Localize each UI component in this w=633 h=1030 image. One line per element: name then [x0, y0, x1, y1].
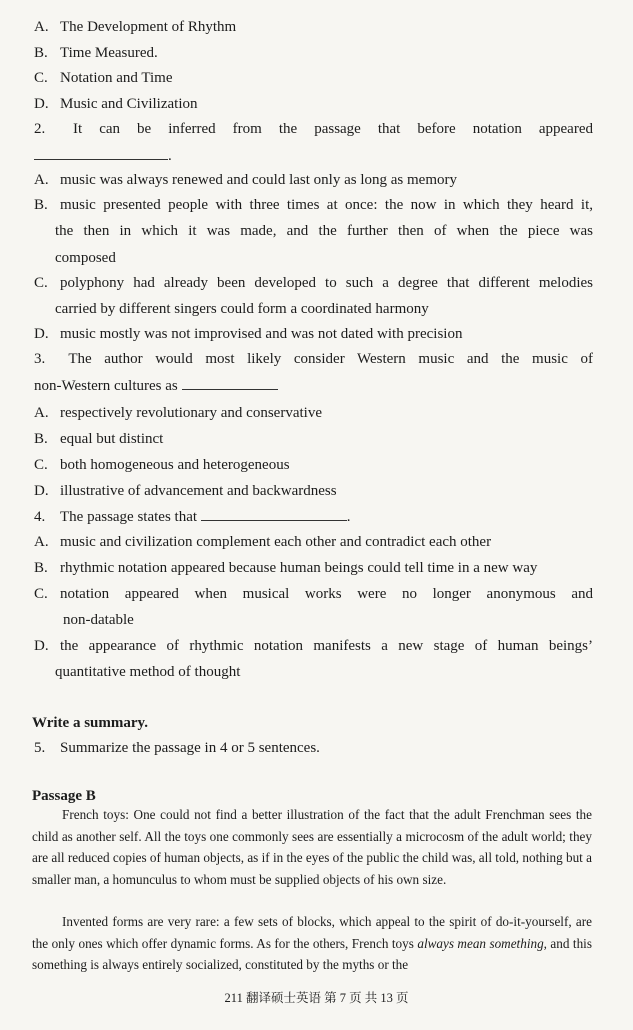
q2-option-d: D. music mostly was not improvised and was not dated with precision	[34, 326, 463, 342]
passage-b-paragraph-2: Invented forms are very rare: a few sets of blocks, which appeal to the spirit of do-it-yourself, are the only ones which offer dynamic forms. As for the others, French toys always mean something, and this something is always entirely socialized, constituted by the myths or the	[32, 914, 592, 972]
q3-option-c: C. both homogeneous and heterogeneous	[34, 457, 290, 473]
q4-option-a: A. music and civilization complement each other and contradict each other	[34, 534, 492, 550]
q3-answer-blank	[182, 377, 278, 390]
q4-option-c: C. notation appeared when musical works were no longer anonymous and	[34, 586, 593, 602]
q3-stem-line2: non-Western cultures as	[34, 377, 278, 395]
passage-b-heading: Passage B	[32, 788, 96, 804]
q4-option-d-line2: quantitative method of thought	[55, 664, 241, 680]
q4-option-c-line2: non-datable	[63, 612, 134, 628]
q4-option-d: D. the appearance of rhythmic notation manifests a new stage of human beings’	[34, 638, 593, 654]
passage-b-paragraph-1: French toys: One could not find a better illustration of the fact that the adult Frenchman sees the child as another self. All the toys one commonly sees are essentially a microcosm of the adult world; they are all reduced copies of human objects, as if in the eyes of the public the child was, all told, nothing but a smaller man, a homunculus to whom must be supplied objects of his own size.	[32, 807, 592, 887]
q2-option-b: B. music presented people with three times at once: the now in which they heard it,	[34, 197, 593, 213]
summary-prompt: 5. Summarize the passage in 4 or 5 sentences.	[34, 740, 320, 756]
q2-option-b-line2: the then in which it was made, and the further then of when the piece was	[55, 223, 593, 239]
q2-option-c: C. polyphony had already been developed to such a degree that different melodies	[34, 275, 593, 291]
q1-option-d: D. Music and Civilization	[34, 96, 198, 112]
q3-option-a: A. respectively revolutionary and conservative	[34, 405, 322, 421]
q4-stem: 4. The passage states that .	[34, 509, 351, 525]
q4-option-b: B. rhythmic notation appeared because human beings could tell time in a new way	[34, 560, 538, 576]
q1-option-b: B. Time Measured.	[34, 45, 158, 61]
q2-stem: 2. It can be inferred from the passage that before notation appeared	[34, 121, 593, 137]
q4-answer-blank	[201, 508, 347, 521]
q3-option-b: B. equal but distinct	[34, 431, 164, 447]
q2-option-a: A. music was always renewed and could last only as long as memory	[34, 172, 457, 188]
q2-option-b-line3: composed	[55, 250, 116, 266]
q3-stem: 3. The author would most likely consider Western music and the music of	[34, 351, 593, 367]
q3-option-d: D. illustrative of advancement and backwardness	[34, 483, 337, 499]
q1-option-c: C. Notation and Time	[34, 70, 173, 86]
q2-option-c-line2: carried by different singers could form a coordinated harmony	[55, 301, 429, 317]
q2-answer-blank: .	[34, 147, 172, 165]
q1-option-a: A. The Development of Rhythm	[34, 19, 237, 35]
page-footer: 211 翻译硕士英语 第 7 页 共 13 页	[224, 991, 409, 1005]
summary-heading: Write a summary.	[32, 715, 148, 731]
